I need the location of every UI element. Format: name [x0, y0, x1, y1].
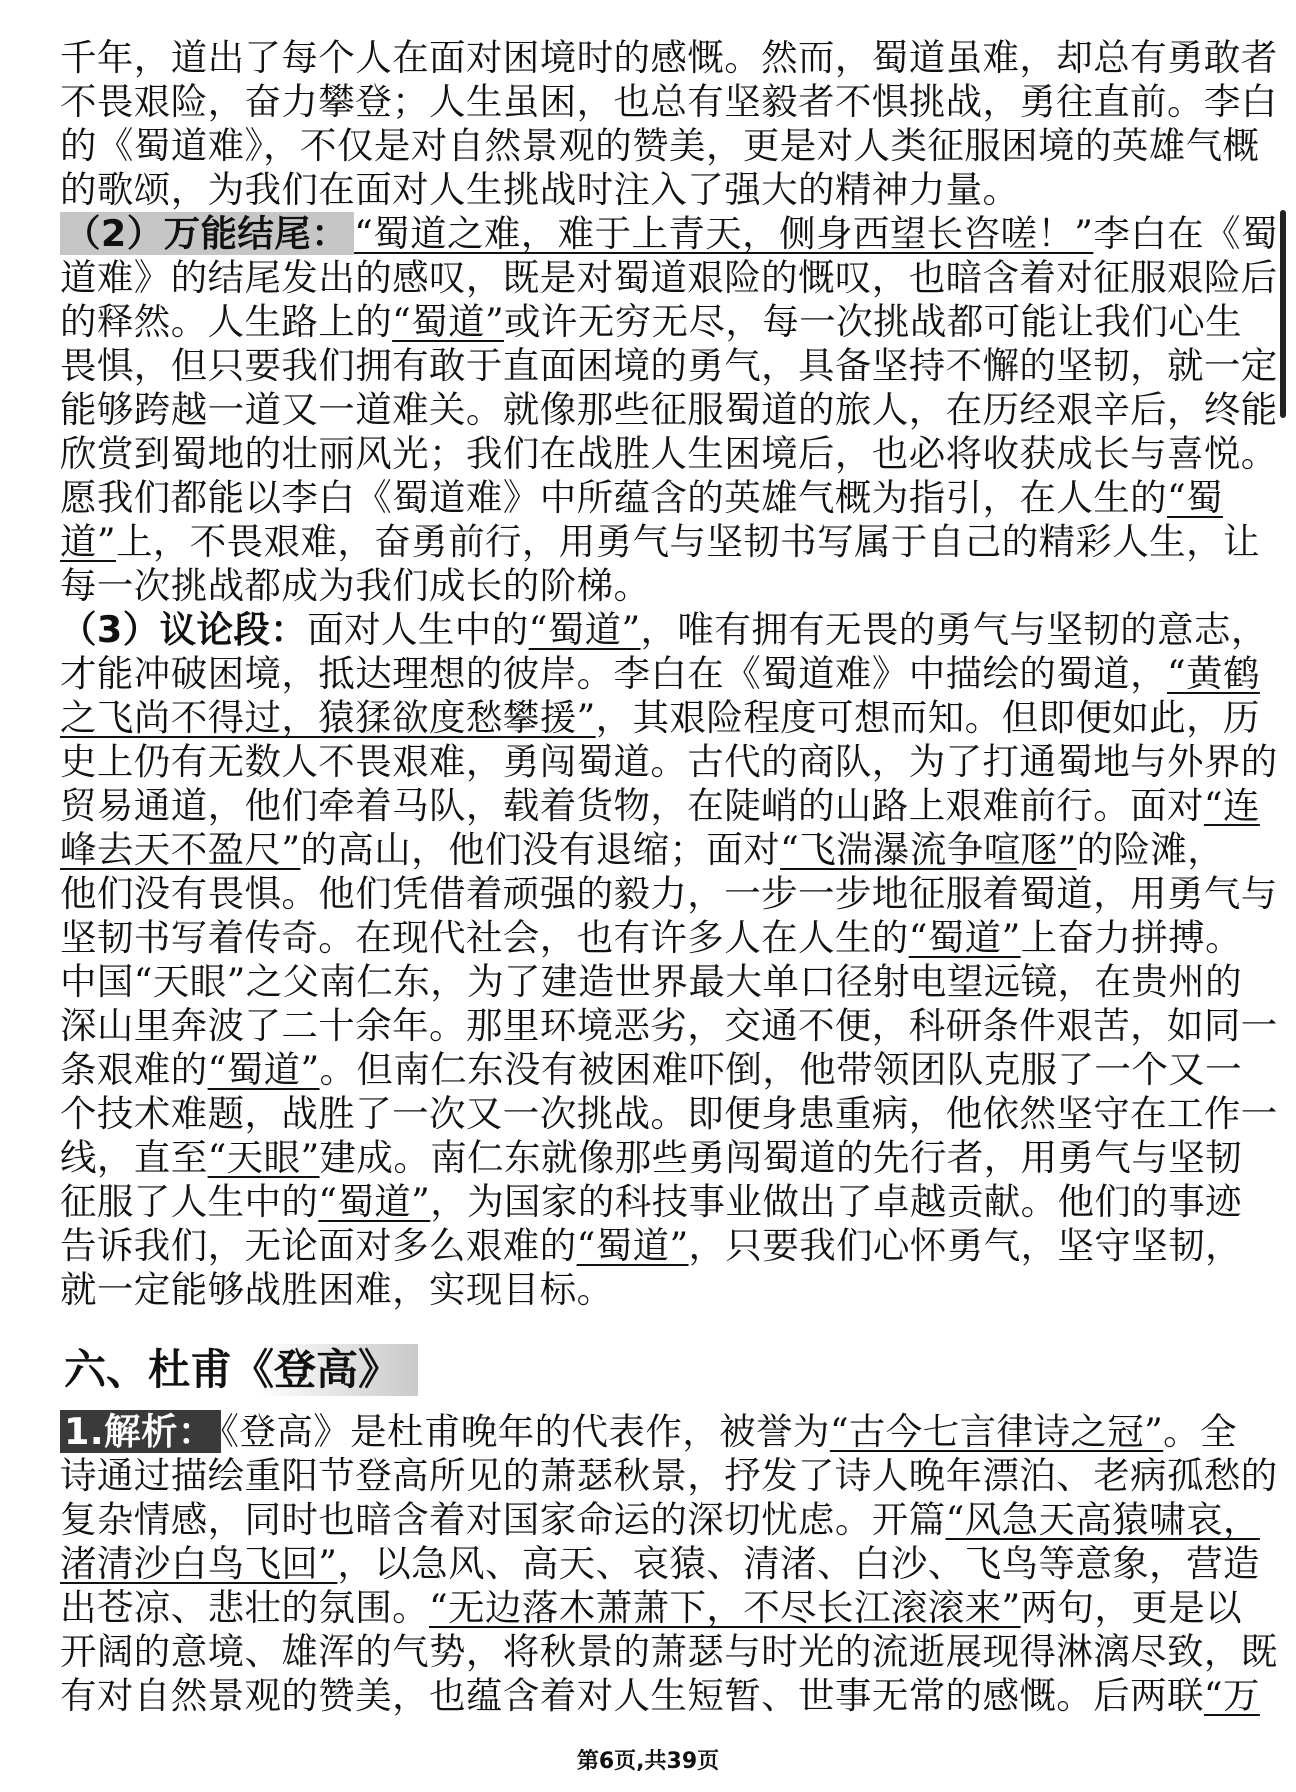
- quote-underlined: “蜀道之难，难于上青天，侧身西望长咨嗟！”: [354, 212, 1094, 255]
- text-run: 或许无穷无尽，每一次挑战都可能让我们心生: [504, 300, 1243, 343]
- quote-underlined: “无边落木萧萧下，不尽长江滚滚来”: [429, 1586, 1021, 1629]
- section-heading: 六、杜甫《登高》: [60, 1344, 418, 1396]
- paragraph-analysis: [60, 1410, 1278, 1718]
- text-line: 就一定能够战胜困难，实现目标。: [60, 1268, 614, 1311]
- text-run: 上奋力拼搏。: [1020, 916, 1243, 959]
- text-line: [60, 1498, 1260, 1542]
- text-line: [60, 520, 1260, 564]
- quote-underlined: “万: [1203, 1674, 1260, 1717]
- text-line: 他们没有畏惧。他们凭借着顽强的毅力，一步一步地征服着蜀道，用勇气与: [60, 872, 1278, 915]
- text-run: 李白在《蜀: [1093, 212, 1278, 255]
- text-line: [60, 1586, 1243, 1630]
- text-line: [60, 212, 1278, 256]
- paragraph-universal-ending: [60, 212, 1278, 608]
- text-run: 征服了人生中的: [60, 1180, 319, 1223]
- quote-underlined: “蜀道”: [576, 1224, 689, 1267]
- text-line: [60, 476, 1236, 520]
- section-label-analysis: 1.解析：: [60, 1410, 221, 1453]
- text-line: [60, 1224, 1243, 1268]
- text-run: 面对人生中的: [307, 608, 529, 651]
- text-line: [60, 916, 1243, 960]
- text-run: 的释然。人生路上的: [60, 300, 393, 343]
- text-line: 中国“天眼”之父南仁东，为了建造世界最大单口径射电望远镜，在贵州的: [60, 960, 1243, 1003]
- text-run: 复杂情感，同时也暗含着对国家命运的深切忧虑。开篇: [60, 1498, 946, 1541]
- text-line: [60, 1048, 1243, 1092]
- quote-underlined: “连: [1203, 784, 1260, 827]
- text-line: 史上仍有无数人不畏艰难，勇闯蜀道。古代的商队，为了打通蜀地与外界的: [60, 740, 1278, 783]
- text-line: 千年，道出了每个人在面对困境时的感慨。然而，蜀道虽难，却总有勇敢者: [60, 36, 1278, 79]
- text-line: [60, 1410, 1236, 1454]
- text-run: 线，直至: [60, 1136, 208, 1179]
- text-run: 《登高》是杜甫晚年的代表作，被誉为: [220, 1410, 830, 1453]
- text-line: 深山里奔波了二十余年。那里环境恶劣，交通不便，科研条件艰苦，如同一: [60, 1004, 1278, 1047]
- text-line: 不畏艰险，奋力攀登；人生虽困，也总有坚毅者不惧挑战，勇往直前。李白: [60, 80, 1278, 123]
- quote-underlined: 峰去天不盈尺”: [60, 828, 301, 871]
- text-run: 愿我们都能以李白《蜀道难》中所蕴含的英雄气概为指引，在人生的: [60, 476, 1167, 519]
- text-run: 两句，更是以: [1020, 1586, 1243, 1629]
- quote-underlined: “蜀道”: [908, 916, 1021, 959]
- text-line: 个技术难题，战胜了一次又一次挑战。即便身患重病，他依然坚守在工作一: [60, 1092, 1278, 1135]
- quote-underlined: “天眼”: [207, 1136, 320, 1179]
- quote-underlined: 道”: [60, 520, 116, 563]
- quote-underlined: “黄鹤: [1167, 652, 1260, 695]
- quote-underlined: “蜀道”: [392, 300, 505, 343]
- quote-underlined: “飞湍瀑流争喧豗”: [780, 828, 1077, 871]
- text-line: [60, 1542, 1260, 1586]
- quote-underlined: “蜀: [1167, 476, 1223, 519]
- quote-underlined: “蜀道”: [207, 1048, 320, 1091]
- quote-underlined: “蜀道”: [528, 608, 641, 651]
- text-run: 贸易通道，他们牵着马队，载着货物，在陡峭的山路上艰难前行。面对: [60, 784, 1204, 827]
- text-line: 畏惧，但只要我们拥有敢于直面困境的勇气，具备坚持不懈的坚韧，就一定: [60, 344, 1278, 387]
- scrollbar-thumb[interactable]: [1280, 210, 1286, 418]
- text-line: 的歌颂，为我们在面对人生挑战时注入了强大的精神力量。: [60, 168, 1020, 211]
- text-run: 上，不畏艰难，奋勇前行，用勇气与坚韧书写属于自己的精彩人生，让: [115, 520, 1260, 563]
- text-run: 有对自然景观的赞美，也蕴含着对人生短暂、世事无常的感慨。后两联: [60, 1674, 1204, 1717]
- quote-underlined: “风急天高猿啸哀，: [945, 1498, 1260, 1541]
- text-line: [60, 828, 1236, 872]
- text-line: 开阔的意境、雄浑的气势，将秋景的萧瑟与时光的流逝展现得淋漓尽致，既: [60, 1630, 1278, 1673]
- section-label-universal-ending: （2）万能结尾：: [60, 212, 354, 255]
- text-line: [60, 652, 1260, 696]
- text-run: 告诉我们，无论面对多么艰难的: [60, 1224, 577, 1267]
- paragraph-intro: [60, 36, 1278, 212]
- page-number: 第6页,共39页: [576, 1749, 720, 1774]
- text-line: 每一次挑战都成为我们成长的阶梯。: [60, 564, 651, 607]
- text-line: 欣赏到蜀地的壮丽风光；我们在战胜人生困境后，也必将收获成长与喜悦。: [60, 432, 1278, 475]
- text-run: 才能冲破困境，抵达理想的彼岸。李白在《蜀道难》中描绘的蜀道，: [60, 652, 1167, 695]
- text-run: 建成。南仁东就像那些勇闯蜀道的先行者，用勇气与坚韧: [319, 1136, 1243, 1179]
- text-line: [60, 608, 1268, 652]
- text-run: ，其艰险程度可想而知。但即便如此，历: [595, 696, 1260, 739]
- text-run: ，只要我们心怀勇气，坚守坚韧，: [688, 1224, 1243, 1267]
- text-run: 的高山，他们没有退缩；面对: [300, 828, 781, 871]
- text-run: 的险滩，: [1076, 828, 1225, 871]
- text-line: [60, 300, 1243, 344]
- text-run: 坚韧书写着传奇。在现代社会，也有许多人在人生的: [60, 916, 909, 959]
- text-line: 道难》的结尾发出的感叹，既是对蜀道艰险的慨叹，也暗含着对征服艰险后: [60, 256, 1278, 299]
- text-run: 条艰难的: [60, 1048, 208, 1091]
- text-line: [60, 784, 1260, 828]
- quote-underlined: “蜀道”: [318, 1180, 431, 1223]
- section-label-argument: （3）议论段：: [60, 608, 308, 651]
- quote-underlined: 之飞尚不得过，猿猱欲度愁攀援”: [60, 696, 596, 739]
- text-line: 诗通过描绘重阳节登高所见的萧瑟秋景，抒发了诗人晚年漂泊、老病孤愁的: [60, 1454, 1278, 1497]
- text-line: [60, 1180, 1243, 1224]
- text-line: 的《蜀道难》，不仅是对自然景观的赞美，更是对人类征服困境的英雄气概: [60, 124, 1260, 167]
- text-line: [60, 696, 1260, 740]
- text-run: ，为国家的科技事业做出了卓越贡献。他们的事迹: [430, 1180, 1243, 1223]
- text-line: [60, 1674, 1260, 1718]
- paragraph-argument: [60, 608, 1278, 1312]
- text-line: 能够跨越一道又一道难关。就像那些征服蜀道的旅人，在历经艰辛后，终能: [60, 388, 1278, 431]
- quote-underlined: 渚清沙白鸟飞回”: [60, 1542, 338, 1585]
- text-run: 。全: [1163, 1410, 1237, 1453]
- quote-underlined: “古今七言律诗之冠”: [829, 1410, 1164, 1453]
- text-run: 出苍凉、悲壮的氛围。: [60, 1586, 429, 1629]
- text-run: 。但南仁东没有被困难吓倒，他带领团队克服了一个又一: [319, 1048, 1243, 1091]
- text-line: [60, 1136, 1243, 1180]
- text-run: ，以急风、高天、哀猿、清渚、白沙、飞鸟等意象，营造: [337, 1542, 1260, 1585]
- text-run: ，唯有拥有无畏的勇气与坚韧的意志，: [640, 608, 1268, 651]
